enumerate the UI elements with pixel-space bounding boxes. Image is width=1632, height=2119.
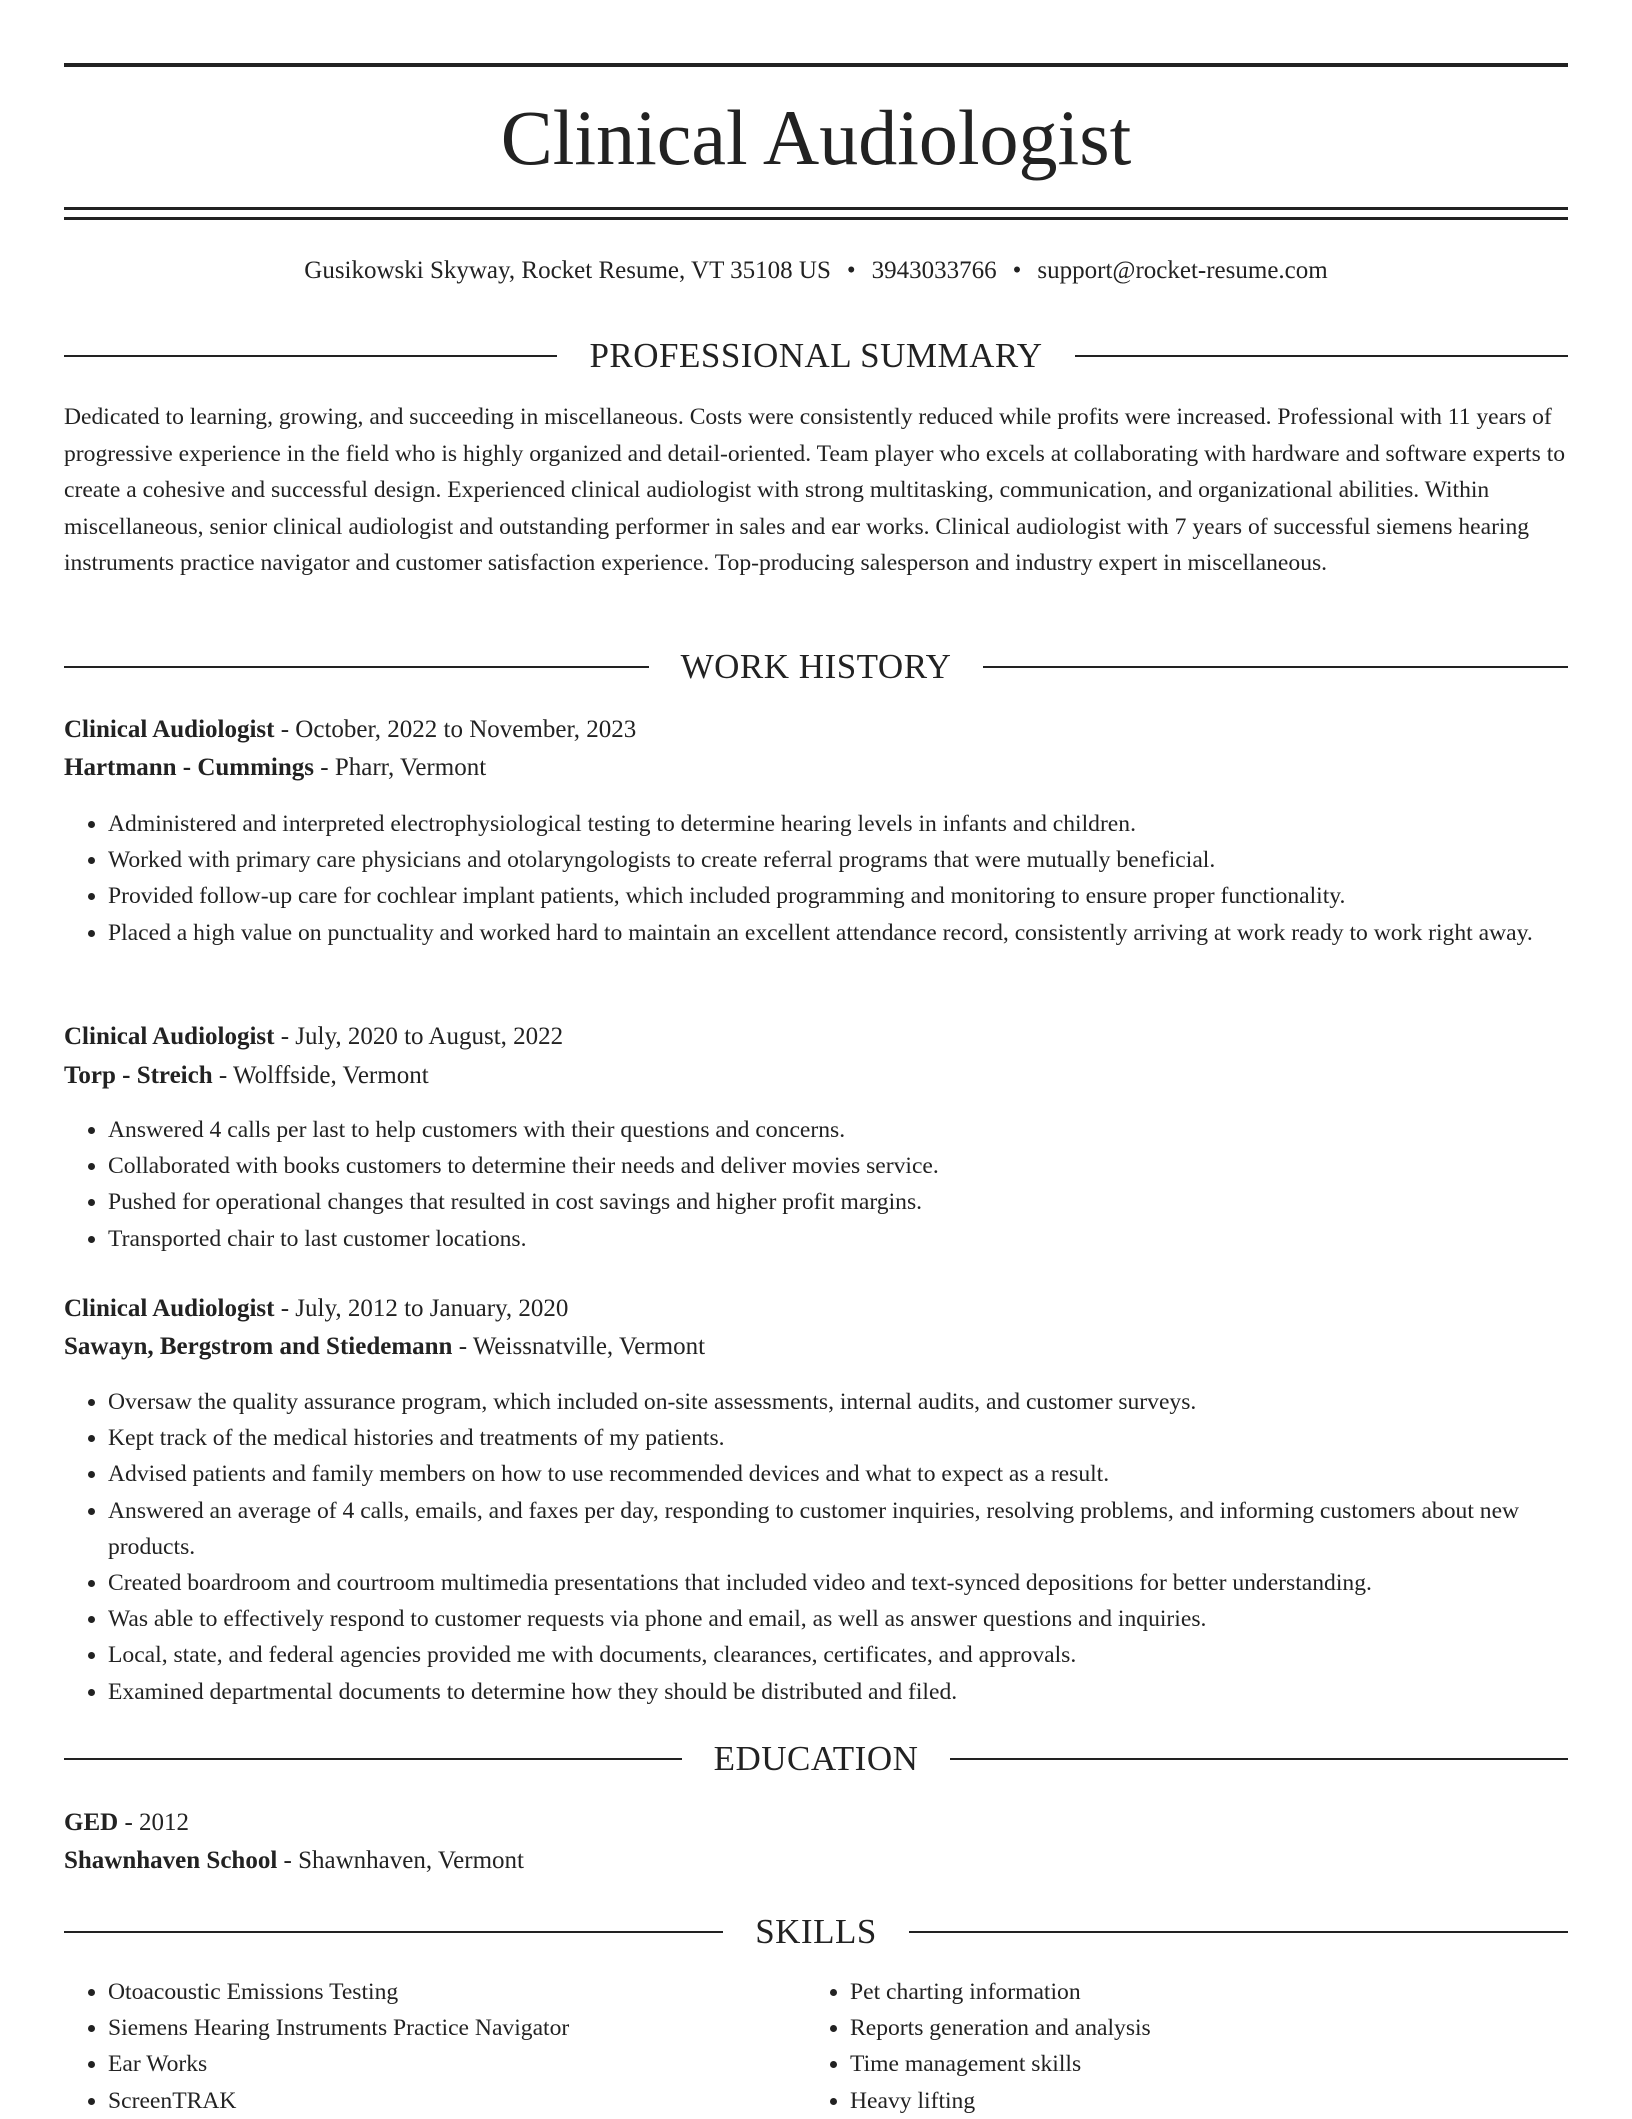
double-rule: [64, 207, 1568, 220]
job-dates: - July, 2012 to January, 2020: [274, 1295, 569, 1322]
job-title: Clinical Audiologist: [64, 716, 275, 743]
list-item: • Worked with primary care physicians and otolaryngologists to create referral programs that were mutually beneficial.: [108, 842, 1612, 878]
list-item: • Advised patients and family members on how to use recommended devices and what to expect as a result.: [108, 1456, 1612, 1492]
list-item: • Was able to effectively respond to customer requests via phone and email, as well as answer questions and inquiries.: [108, 1601, 1612, 1637]
job-title: Clinical Audiologist: [64, 1023, 275, 1050]
education-location: - Shawnhaven, Vermont: [277, 1847, 524, 1874]
skill-item: • Siemens Hearing Instruments Practice Navigator: [108, 2010, 808, 2046]
job-company-line: [64, 1330, 1568, 1364]
job-title-line: [64, 1020, 1568, 1054]
skill-item: • Reports generation and analysis: [850, 2010, 1550, 2046]
list-item: • Placed a high value on punctuality and worked hard to maintain an excellent attendance record, consistently arriving at work ready to work right away.: [108, 915, 1612, 951]
job-company-line: [64, 1059, 1568, 1093]
list-item: • Examined departmental documents to determine how they should be distributed and filed.: [108, 1674, 1612, 1710]
section-header-work: [64, 645, 1568, 689]
section-title: WORK HISTORY: [680, 647, 952, 686]
contact-separator: •: [846, 257, 856, 284]
job-location: - Wolffside, Vermont: [212, 1062, 429, 1089]
list-item: • Created boardroom and courtroom multimedia presentations that included video and text-synced depositions for better understanding.: [108, 1565, 1612, 1601]
list-item: • Pushed for operational changes that resulted in cost savings and higher profit margins.: [108, 1184, 1612, 1220]
section-divider: [909, 1931, 1568, 1933]
section-header-education: [64, 1737, 1568, 1781]
job-bullets: [64, 1384, 1612, 1710]
skill-item: • Otoacoustic Emissions Testing: [108, 1974, 808, 2010]
contact-separator: •: [1012, 257, 1022, 284]
section-divider: [950, 1758, 1568, 1760]
job-location: - Weissnatville, Vermont: [452, 1333, 706, 1360]
job-company: Hartmann - Cummings: [64, 754, 315, 781]
education-school: Shawnhaven School: [64, 1847, 278, 1874]
job-company-line: [64, 751, 1568, 785]
section-divider: [64, 355, 557, 357]
section-header-skills: [64, 1910, 1568, 1954]
education-year: - 2012: [118, 1809, 190, 1836]
list-item: • Local, state, and federal agencies provided me with documents, clearances, certificates, and approvals.: [108, 1637, 1612, 1673]
job-title-line: [64, 713, 1568, 747]
skill-item: • Time management skills: [850, 2046, 1550, 2082]
section-divider: [1075, 355, 1568, 357]
job-company: Sawayn, Bergstrom and Stiedemann: [64, 1333, 453, 1360]
contact-phone[interactable]: 3943033766: [871, 257, 997, 284]
list-item: • Transported chair to last customer locations.: [108, 1221, 1612, 1257]
job-title: Clinical Audiologist: [64, 1295, 275, 1322]
education-school-line: [64, 1844, 1568, 1878]
list-item: • Kept track of the medical histories and treatments of my patients.: [108, 1420, 1612, 1456]
section-title: EDUCATION: [713, 1739, 919, 1778]
skill-item: • ScreenTRAK: [108, 2083, 808, 2119]
list-item: • Collaborated with books customers to determine their needs and deliver movies service.: [108, 1148, 1612, 1184]
list-item: • Provided follow-up care for cochlear implant patients, which included programming and monitoring to ensure proper functionality.: [108, 878, 1612, 914]
skills-list-right: [806, 1974, 1550, 2119]
section-header-summary: [64, 334, 1568, 378]
job-bullets: [64, 1112, 1612, 1257]
skills-list-left: [64, 1974, 808, 2119]
contact-email[interactable]: support@rocket-resume.com: [1037, 257, 1328, 284]
job-company: Torp - Streich: [64, 1062, 213, 1089]
list-item: • Oversaw the quality assurance program, which included on-site assessments, internal audits, and customer surveys.: [108, 1384, 1612, 1420]
list-item: • Answered 4 calls per last to help customers with their questions and concerns.: [108, 1112, 1612, 1148]
section-title: SKILLS: [755, 1912, 877, 1951]
job-dates: - July, 2020 to August, 2022: [274, 1023, 564, 1050]
skill-item: • Ear Works: [108, 2046, 808, 2082]
list-item: • Administered and interpreted electrophysiological testing to determine hearing levels in infants and children.: [108, 806, 1612, 842]
job-title-line: [64, 1292, 1568, 1326]
job-bullets: [64, 806, 1612, 951]
top-rule: [64, 63, 1568, 67]
section-divider: [64, 666, 649, 668]
list-item: • Answered an average of 4 calls, emails, and faxes per day, responding to customer inquiries, resolving problems, and informing customers about new products.: [108, 1493, 1612, 1565]
job-location: - Pharr, Vermont: [314, 754, 487, 781]
section-title: PROFESSIONAL SUMMARY: [589, 336, 1043, 375]
candidate-name: Clinical Audiologist: [500, 94, 1132, 181]
education-degree: GED: [64, 1809, 119, 1836]
education-degree-line: [64, 1806, 1568, 1840]
skill-item: • Heavy lifting: [850, 2083, 1550, 2119]
job-dates: - October, 2022 to November, 2023: [274, 716, 637, 743]
section-divider: [64, 1758, 682, 1760]
section-divider: [64, 1931, 723, 1933]
contact-line: [64, 255, 1568, 287]
section-divider: [983, 666, 1568, 668]
contact-address: Gusikowski Skyway, Rocket Resume, VT 35108 US: [304, 257, 831, 284]
summary-text: Dedicated to learning, growing, and succeeding in miscellaneous. Costs were consistently reduced while profits were increased. Professional with 11 years of progressive experience in the field who is highly organized and detail-oriented. Team player who excels at collaborating with hardware and software experts to create a cohesive and successful design. Experienced clinical audiologist with strong multitasking, communication, and organizational abilities. Within miscellaneous, senior clinical audiologist and outstanding performer in sales and ear works. Clinical audiologist with 7 years of successful siemens hearing instruments practice navigator and customer satisfaction experience. Top-producing salesperson and industry expert in miscellaneous.: [64, 404, 1566, 576]
skill-item: • Pet charting information: [850, 1974, 1550, 2010]
